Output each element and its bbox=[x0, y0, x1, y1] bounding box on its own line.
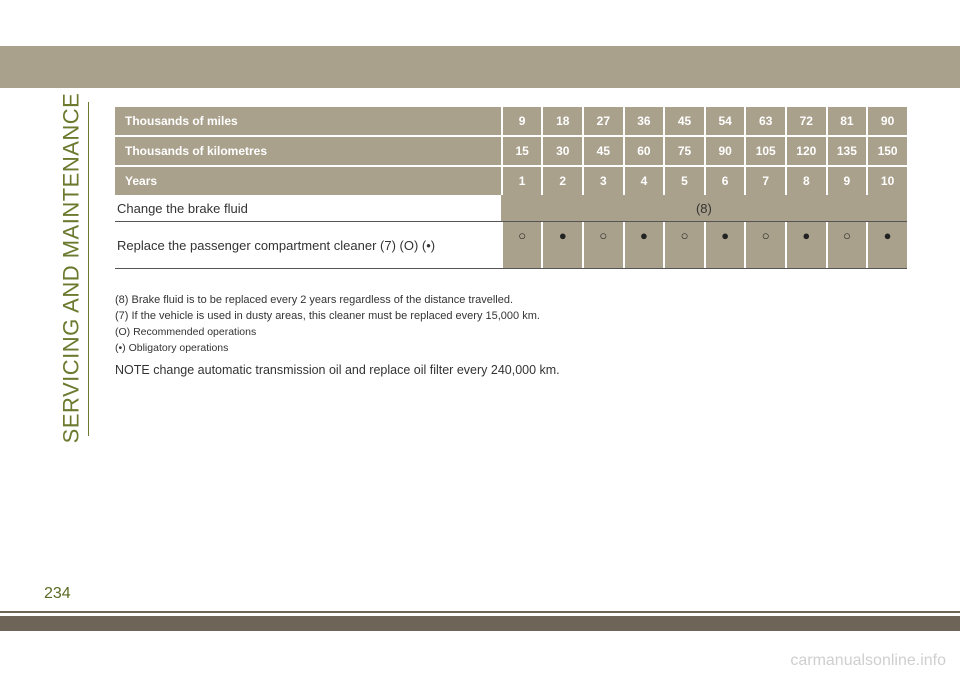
section-title-text: SERVICING AND MAINTENANCE bbox=[58, 92, 83, 443]
km-cell: 105 bbox=[746, 136, 785, 166]
miles-cell: 27 bbox=[584, 107, 623, 136]
years-cell: 7 bbox=[746, 166, 785, 195]
footer-band bbox=[0, 616, 960, 631]
operation-mark: ○ bbox=[828, 222, 867, 269]
operation-mark: ● bbox=[787, 222, 826, 269]
km-label: Thousands of kilometres bbox=[115, 136, 501, 166]
brake-fluid-row bbox=[115, 195, 907, 222]
miles-cell: 90 bbox=[868, 107, 907, 136]
operation-mark: ○ bbox=[746, 222, 785, 269]
miles-row bbox=[115, 107, 907, 136]
footnote-8: (8) Brake fluid is to be replaced every 2 years regardless of the distance travelled. bbox=[115, 294, 514, 306]
years-cell: 10 bbox=[868, 166, 907, 195]
watermark: carmanualsonline.info bbox=[790, 652, 946, 669]
legend-recommended: (O) Recommended operations bbox=[115, 326, 257, 338]
years-label: Years bbox=[115, 166, 501, 195]
km-cell: 90 bbox=[706, 136, 745, 166]
years-cell: 8 bbox=[787, 166, 826, 195]
legend-obligatory: (•) Obligatory operations bbox=[115, 342, 229, 354]
operation-mark: ● bbox=[543, 222, 582, 269]
operation-mark: ○ bbox=[665, 222, 704, 269]
cabin-filter-row bbox=[115, 222, 907, 269]
operation-mark: ● bbox=[625, 222, 664, 269]
brake-fluid-interval: (8) bbox=[501, 195, 907, 222]
years-cell: 3 bbox=[584, 166, 623, 195]
miles-cell: 9 bbox=[503, 107, 542, 136]
operation-mark: ○ bbox=[584, 222, 623, 269]
km-cell: 15 bbox=[503, 136, 542, 166]
brake-fluid-label: Change the brake fluid bbox=[115, 195, 501, 222]
transmission-note: NOTE change automatic transmission oil and replace oil filter every 240,000 km. bbox=[115, 363, 560, 377]
years-cell: 6 bbox=[706, 166, 745, 195]
footer-rule bbox=[0, 611, 960, 613]
miles-cell: 45 bbox=[665, 107, 704, 136]
operation-mark: ● bbox=[868, 222, 907, 269]
km-cell: 30 bbox=[543, 136, 582, 166]
km-cell: 75 bbox=[665, 136, 704, 166]
section-side-title bbox=[56, 92, 86, 443]
operation-mark: ● bbox=[706, 222, 745, 269]
miles-cell: 54 bbox=[706, 107, 745, 136]
years-row bbox=[115, 166, 907, 195]
km-cell: 60 bbox=[625, 136, 664, 166]
maintenance-schedule-table bbox=[115, 107, 907, 269]
miles-cell: 63 bbox=[746, 107, 785, 136]
years-cell: 2 bbox=[543, 166, 582, 195]
cabin-filter-label: Replace the passenger compartment cleaner (7) (O) (•) bbox=[115, 222, 501, 269]
footnote-7: (7) If the vehicle is used in dusty areas, this cleaner must be replaced every 15,000 km. bbox=[115, 310, 540, 322]
page-number: 234 bbox=[44, 585, 71, 602]
km-cell: 45 bbox=[584, 136, 623, 166]
footnotes bbox=[115, 292, 915, 378]
years-cell: 9 bbox=[828, 166, 867, 195]
side-rule bbox=[88, 102, 89, 436]
years-cell: 4 bbox=[625, 166, 664, 195]
km-cell: 150 bbox=[868, 136, 907, 166]
miles-cell: 36 bbox=[625, 107, 664, 136]
km-cell: 135 bbox=[828, 136, 867, 166]
operation-mark: ○ bbox=[503, 222, 542, 269]
years-cell: 5 bbox=[665, 166, 704, 195]
years-cell: 1 bbox=[503, 166, 542, 195]
top-band bbox=[0, 46, 960, 88]
miles-label: Thousands of miles bbox=[115, 107, 501, 136]
km-row bbox=[115, 136, 907, 166]
miles-cell: 18 bbox=[543, 107, 582, 136]
miles-cell: 72 bbox=[787, 107, 826, 136]
km-cell: 120 bbox=[787, 136, 826, 166]
miles-cell: 81 bbox=[828, 107, 867, 136]
